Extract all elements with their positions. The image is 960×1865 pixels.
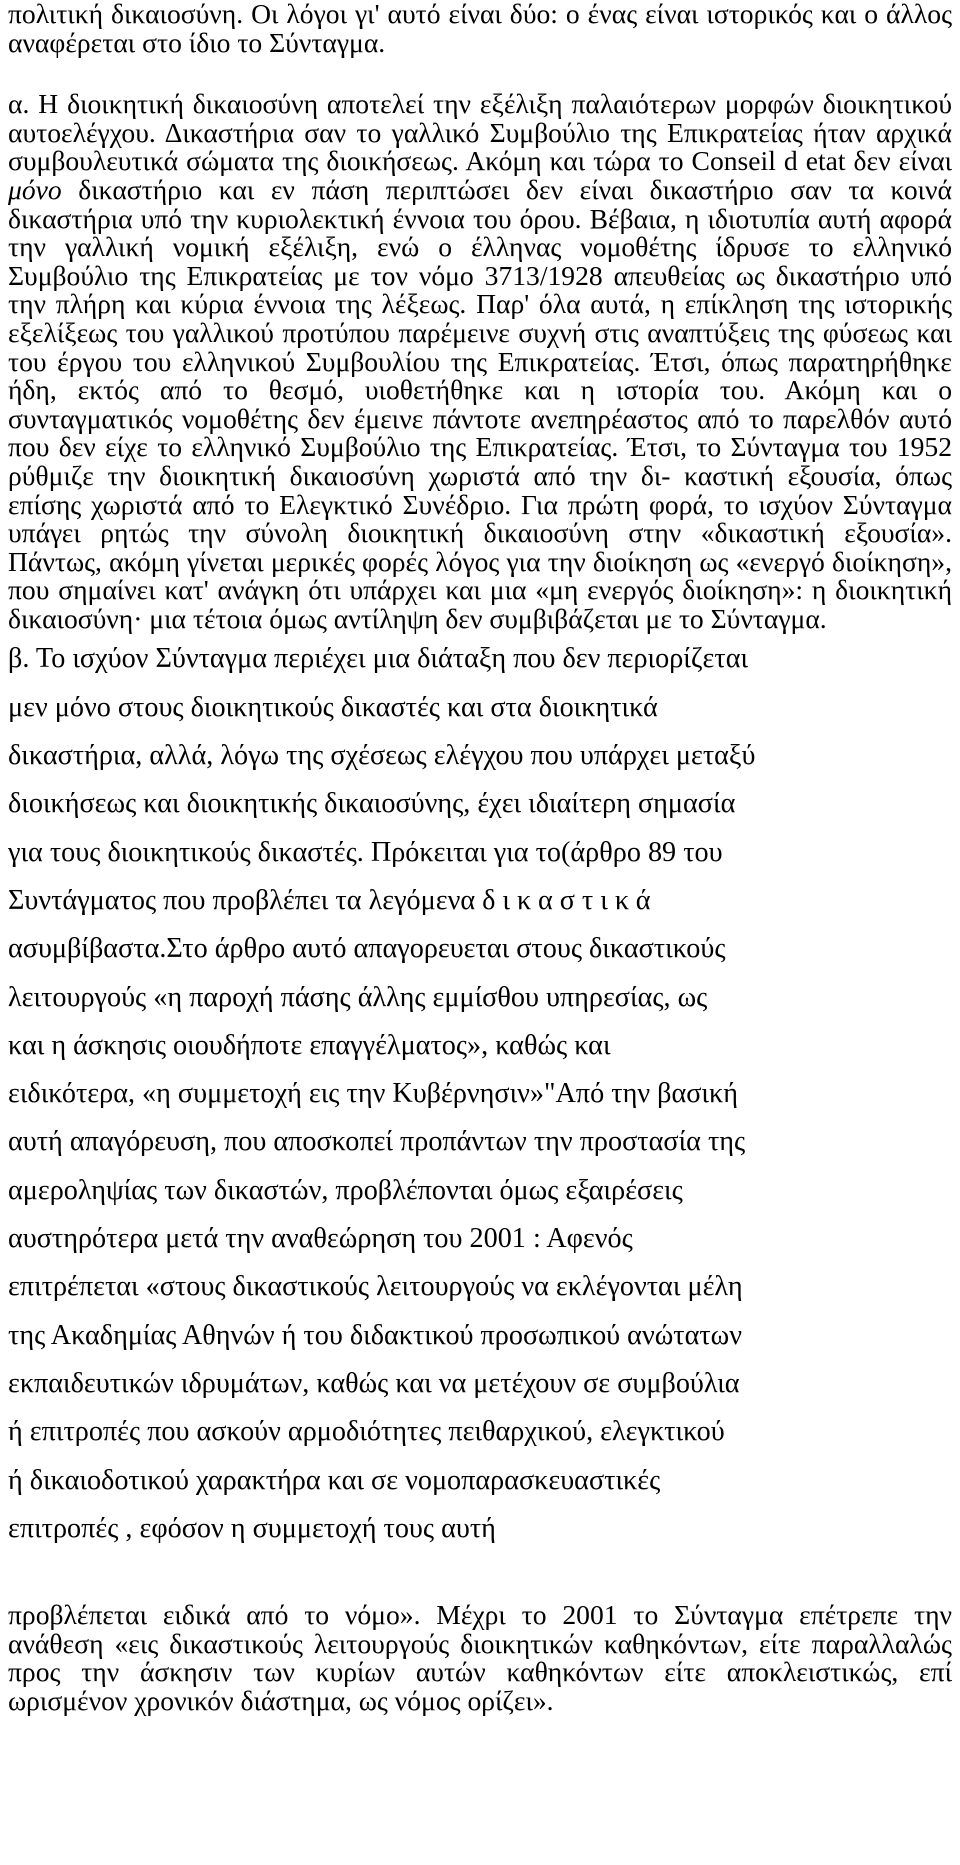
section-b-line: ασυμβίβαστα.Στο άρθρο αυτό απαγορευεται στους δικαστικούς <box>8 933 726 965</box>
section-b-line: ειδικότερα, «η συμμετοχή εις την Κυβέρνησιν»"Από την βασική <box>8 1078 738 1110</box>
section-b-block <box>8 635 952 1553</box>
section-b-line-6 <box>8 877 952 925</box>
section-b-line: επιτροπές , εφόσον η συμμετοχή τους αυτή <box>8 1512 496 1544</box>
closing-paragraph: προβλέπεται ειδικά από το νόμο». Μέχρι το 2001 το Σύνταγμα επέτρεπε την ανάθεση «εις δικαστικούς λειτουργούς διοικητικών καθηκόντων, είτε παραλλαλώς προς την άσκησιν των κυρίων αυτών καθηκόντων είτε αποκλειστικώς, επί ωρισμένον χρονικόν διάστημα, ως νόμος ορίζει». <box>8 1599 952 1716</box>
section-b-line: αυστηρότερα μετά την αναθεώρηση του 2001 : Αφενός <box>8 1223 633 1255</box>
section-b-line: ή επιτροπές που ασκούν αρμοδιότητες πειθαρχικού, ελεγκτικού <box>8 1416 725 1448</box>
section-a-text-1: α. Η διοικητική δικαιοσύνη αποτελεί την εξέλιξη παλαιότερων μορφών διοικητικού αυτοελέγχου. Δικαστήρια σαν το γαλλικό Συμβούλιο της Επικρατείας ήταν αρχικά συμβουλευτικά σώματα της διοικήσεως. Ακόμη και τώρα το Conseil d etat δεν είναι <box>8 88 952 177</box>
section-b-line: β. Το ισχύον Σύνταγμα περιέχει μια διάταξη που δεν περιορίζεται <box>8 643 749 675</box>
section-b-line: της Ακαδημίας Αθηνών ή του διδακτικού προσωπικού ανώτατων <box>8 1319 742 1351</box>
intro-paragraph: πολιτική δικαιοσύνη. Οι λόγοι γι' αυτό είναι δύο: ο ένας είναι ιστορικός και ο άλλος αναφέρεται στο ίδιο το Σύνταγμα. <box>8 0 952 58</box>
section-b-line-6-text: Συντάγματος που προβλέπει τα λεγόμενα <box>8 884 483 916</box>
section-b-line: ή δικαιοδοτικού χαρακτήρα και σε νομοπαρασκευαστικές <box>8 1464 661 1496</box>
section-b-line: διοικήσεως και διοικητικής δικαιοσύνης, έχει ιδιαίτερη σημασία <box>8 788 736 820</box>
section-b-line: επιτρέπεται «στους δικαστικούς λειτουργούς να εκλέγονται μέλη <box>8 1271 743 1303</box>
document-page <box>8 0 952 1743</box>
section-b-line: για τους διοικητικούς δικαστές. Πρόκειται για το(άρθρο 89 του <box>8 836 723 868</box>
section-b-line: δικαστήρια, αλλά, λόγω της σχέσεως ελέγχου που υπάρχει μεταξύ <box>8 740 756 772</box>
section-b-line: εκπαιδευτικών ιδρυμάτων, καθώς και να μετέχουν σε συμβούλια <box>8 1367 740 1399</box>
section-b-line: αυτή απαγόρευση, που αποσκοπεί προπάντων την προστασία της <box>8 1126 746 1158</box>
section-a-text-2: δικαστήριο και εν πάση περιπτώσει δεν είναι δικαστήριο σαν τα κοινά δικαστήρια υπό την κυριολεκτική έννοια του όρου. Βέβαια, η ιδιοτυπία αυτή αφορά την γαλλική νομική εξέλιξη, ενώ ο έλληνας νομοθέτης ίδρυσε το ελληνικό Συμβούλιο της Επικρατείας με τον νόμο 3713/1928 απευθείας ως δικαστήριο υπό την πλήρη και κύρια έννοια της λέξεως. Παρ' όλα αυτά, η επίκληση της ιστορικής εξελίξεως του γαλλικού προτύπου παρέμεινε συχνή στις αναπτύξεις της φύσεως και του έργου του ελληνικού Συμβουλίου της Επικρατείας. Έτσι, όπως παρατηρήθηκε ήδη, εκτός από το θεσμό, υιοθετήθηκε και η ιστορία του. Ακόμη και ο συνταγματικός νομοθέτης δεν έμεινε πάντοτε ανεπηρέαστος από το παρελθόν αυτό που δεν είχε το ελληνικό Συμβούλιο της Επικρατείας. Έτσι, το Σύνταγμα του 1952 ρύθμιζε την διοικητική δικαιοσύνη χωριστά από την δι- καστική εξουσία, όπως επίσης χωριστά από το Ελεγκτικό Συνέδριο. Για πρώτη φορά, το ισχύον Σύνταγμα υπάγει ρητώς την σύνολη διοικητική δικαιοσύνη στην «δικαστική εξουσία». Πάντως, ακόμη γίνεται μερικές φορές λόγος για την διοίκηση ως «ενεργό διοίκηση», που σημαίνει κατ' ανάγκη ότι υπάρχει και μια «μη ενεργός διοίκηση»: η διοικητική δικαιοσύνη· μια τέτοια όμως αντίληψη δεν συμβιβάζεται με το Σύνταγμα. <box>8 173 952 634</box>
section-b-line: μεν μόνο στους διοικητικούς δικαστές και στα διοικητικά <box>8 691 658 723</box>
section-b-line: αμεροληψίας των δικαστών, προβλέπονται όμως εξαιρέσεις <box>8 1174 683 1206</box>
section-a-paragraph <box>8 90 952 633</box>
section-b-line: λειτουργούς «η παροχή πάσης άλλης εμμίσθου υπηρεσίας, ως <box>8 981 708 1013</box>
section-a-italic-word: μόνο <box>8 173 62 205</box>
spaced-emphasis-word: δικαστικά <box>482 884 658 916</box>
section-b-line: και η άσκησις οιουδήποτε επαγγέλματος», καθώς και <box>8 1029 611 1061</box>
